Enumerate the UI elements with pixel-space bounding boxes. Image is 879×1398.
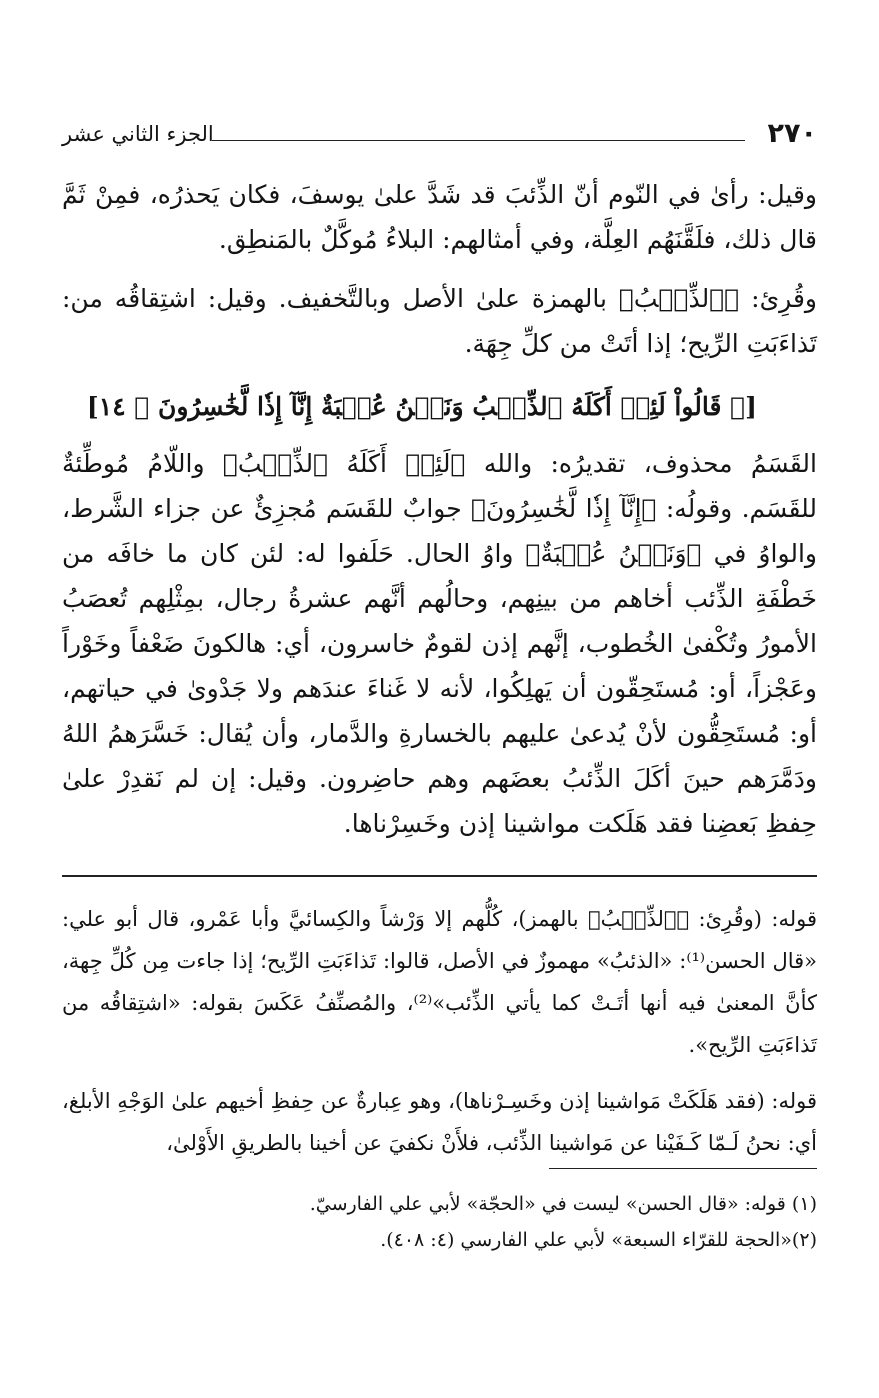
footnotes — [62, 1186, 817, 1258]
page-number: ٢٧٠ — [767, 118, 817, 149]
commentary-paragraph-1: قوله: (وقُرِئ: ﴿ٱلذِّئۡبُ﴾ بالهمز)، كُلُّهم إلا وَرْشاً والكِسائيَّ وأبا عَمْرو، قال أبو علي: «قال الحسن⁽¹⁾: «الذئبُ» مهموزٌ في الأصل، قالوا: تَذاءَبَتِ الرِّيح؛ إذا جاءت مِن كُلِّ جِهة، كأنَّ المعنىٰ فيه أنها أتَـتْ كما يأتي الذِّئب»⁽²⁾، والمُصنِّفُ عَكَسَ بقوله: «اشتِقاقُه من تَذاءَبَتِ الرِّيح». — [62, 907, 817, 1057]
main-text — [62, 172, 817, 846]
header-rule — [212, 140, 745, 141]
commentary-section — [62, 898, 817, 1164]
commentary-paragraph-2: قوله: (فقد هَلَكَتْ مَواشينا إذن وخَسِـرْناها)، وهو عِبارةٌ عن حِفظِ أخيهم علىٰ الوَجْهِ الأبلغ، أي: نحنُ لَـمّا كَـفَيْنا عن مَواشينا الذِّئب، فلأَنْ نكفيَ عن أخينا بالطريقِ الأَوْلىٰ، — [62, 1089, 817, 1155]
footnote-separator — [549, 1168, 817, 1169]
page-header — [62, 118, 817, 162]
footnote-1: (١) قوله: «قال الحسن» ليست في «الحجّة» لأبي علي الفارسيّ. — [309, 1193, 817, 1215]
footnote-2: (٢)«الحجة للقرّاء السبعة» لأبي علي الفارسي (٤: ٤٠٨). — [380, 1229, 817, 1251]
main-paragraph-1: وقيل: رأىٰ في النّوم أنّ الذِّئبَ قد شَدَّ علىٰ يوسفَ، فكان يَحذرُه، فمِنْ ثَمَّ قال ذلك، فلَقَّنَهُم العِلَّة، وفي أمثالهم: البلاءُ مُوكَّلٌ بالمَنطِق. — [62, 180, 817, 254]
main-paragraph-2: وقُرِئ: ﴿ٱلذِّئۡبُ﴾ بالهمزة علىٰ الأصل وبالتَّخفيف. وقيل: اشتِقاقُه من: تَذاءَبَتِ الرِّيح؛ إذا أتَتْ من كلِّ جِهَة. — [62, 284, 817, 358]
running-title: الجزء الثاني عشر — [62, 122, 214, 146]
commentary-separator — [62, 875, 817, 877]
quran-verse: [﴿ قَالُواْ لَئِنۡ أَكَلَهُ ٱلذِّئۡبُ وَنَحۡنُ عُصۡبَةٌ إِنَّآ إِذٗا لَّخَٰسِرُونَ ﴾ ١٤] — [86, 392, 757, 421]
main-paragraph-3: القَسَمُ محذوف، تقديرُه: والله ﴿لَئِنۡ أَكَلَهُ ٱلذِّئۡبُ﴾ واللّامُ مُوطِّئةٌ للقَسَم. وقولُه: ﴿إِنَّآ إِذٗا لَّخَٰسِرُونَ﴾ جوابٌ للقَسَم مُجزِئٌ عن جزاء الشَّرط، والواوُ في ﴿وَنَحۡنُ عُصۡبَةٌ﴾ واوُ الحال. حَلَفوا له: لئن كان ما خافَه من خَطْفَةِ الذِّئب أخاهم من بينِهم، وحالُهم أنَّهم عشرةُ رجال، بمِثْلِهم تُعصَبُ الأمورُ وتُكْفىٰ الخُطوب، إنَّهم إذن لقومٌ خاسرون، أي: هالكونَ ضَعْفاً وخَوْراً وعَجْزاً، أو: مُستَحِقّون أن يَهلِكُوا، لأنه لا غَناءَ عندَهم ولا جَدْوىٰ في حياتهم، أو: مُستَحِقُّون لأنْ يُدعىٰ عليهم بالخسارةِ والدَّمار، وأن يُقال: خَسَّرَهمُ اللهُ ودَمَّرَهم حينَ أكَلَ الذِّئبُ بعضَهم وهم حاضِرون. وقيل: إن لم نَقدِرْ علىٰ حِفظِ بَعضِنا فقد هَلَكت مواشينا إذن وخَسِرْناها. — [62, 449, 817, 838]
